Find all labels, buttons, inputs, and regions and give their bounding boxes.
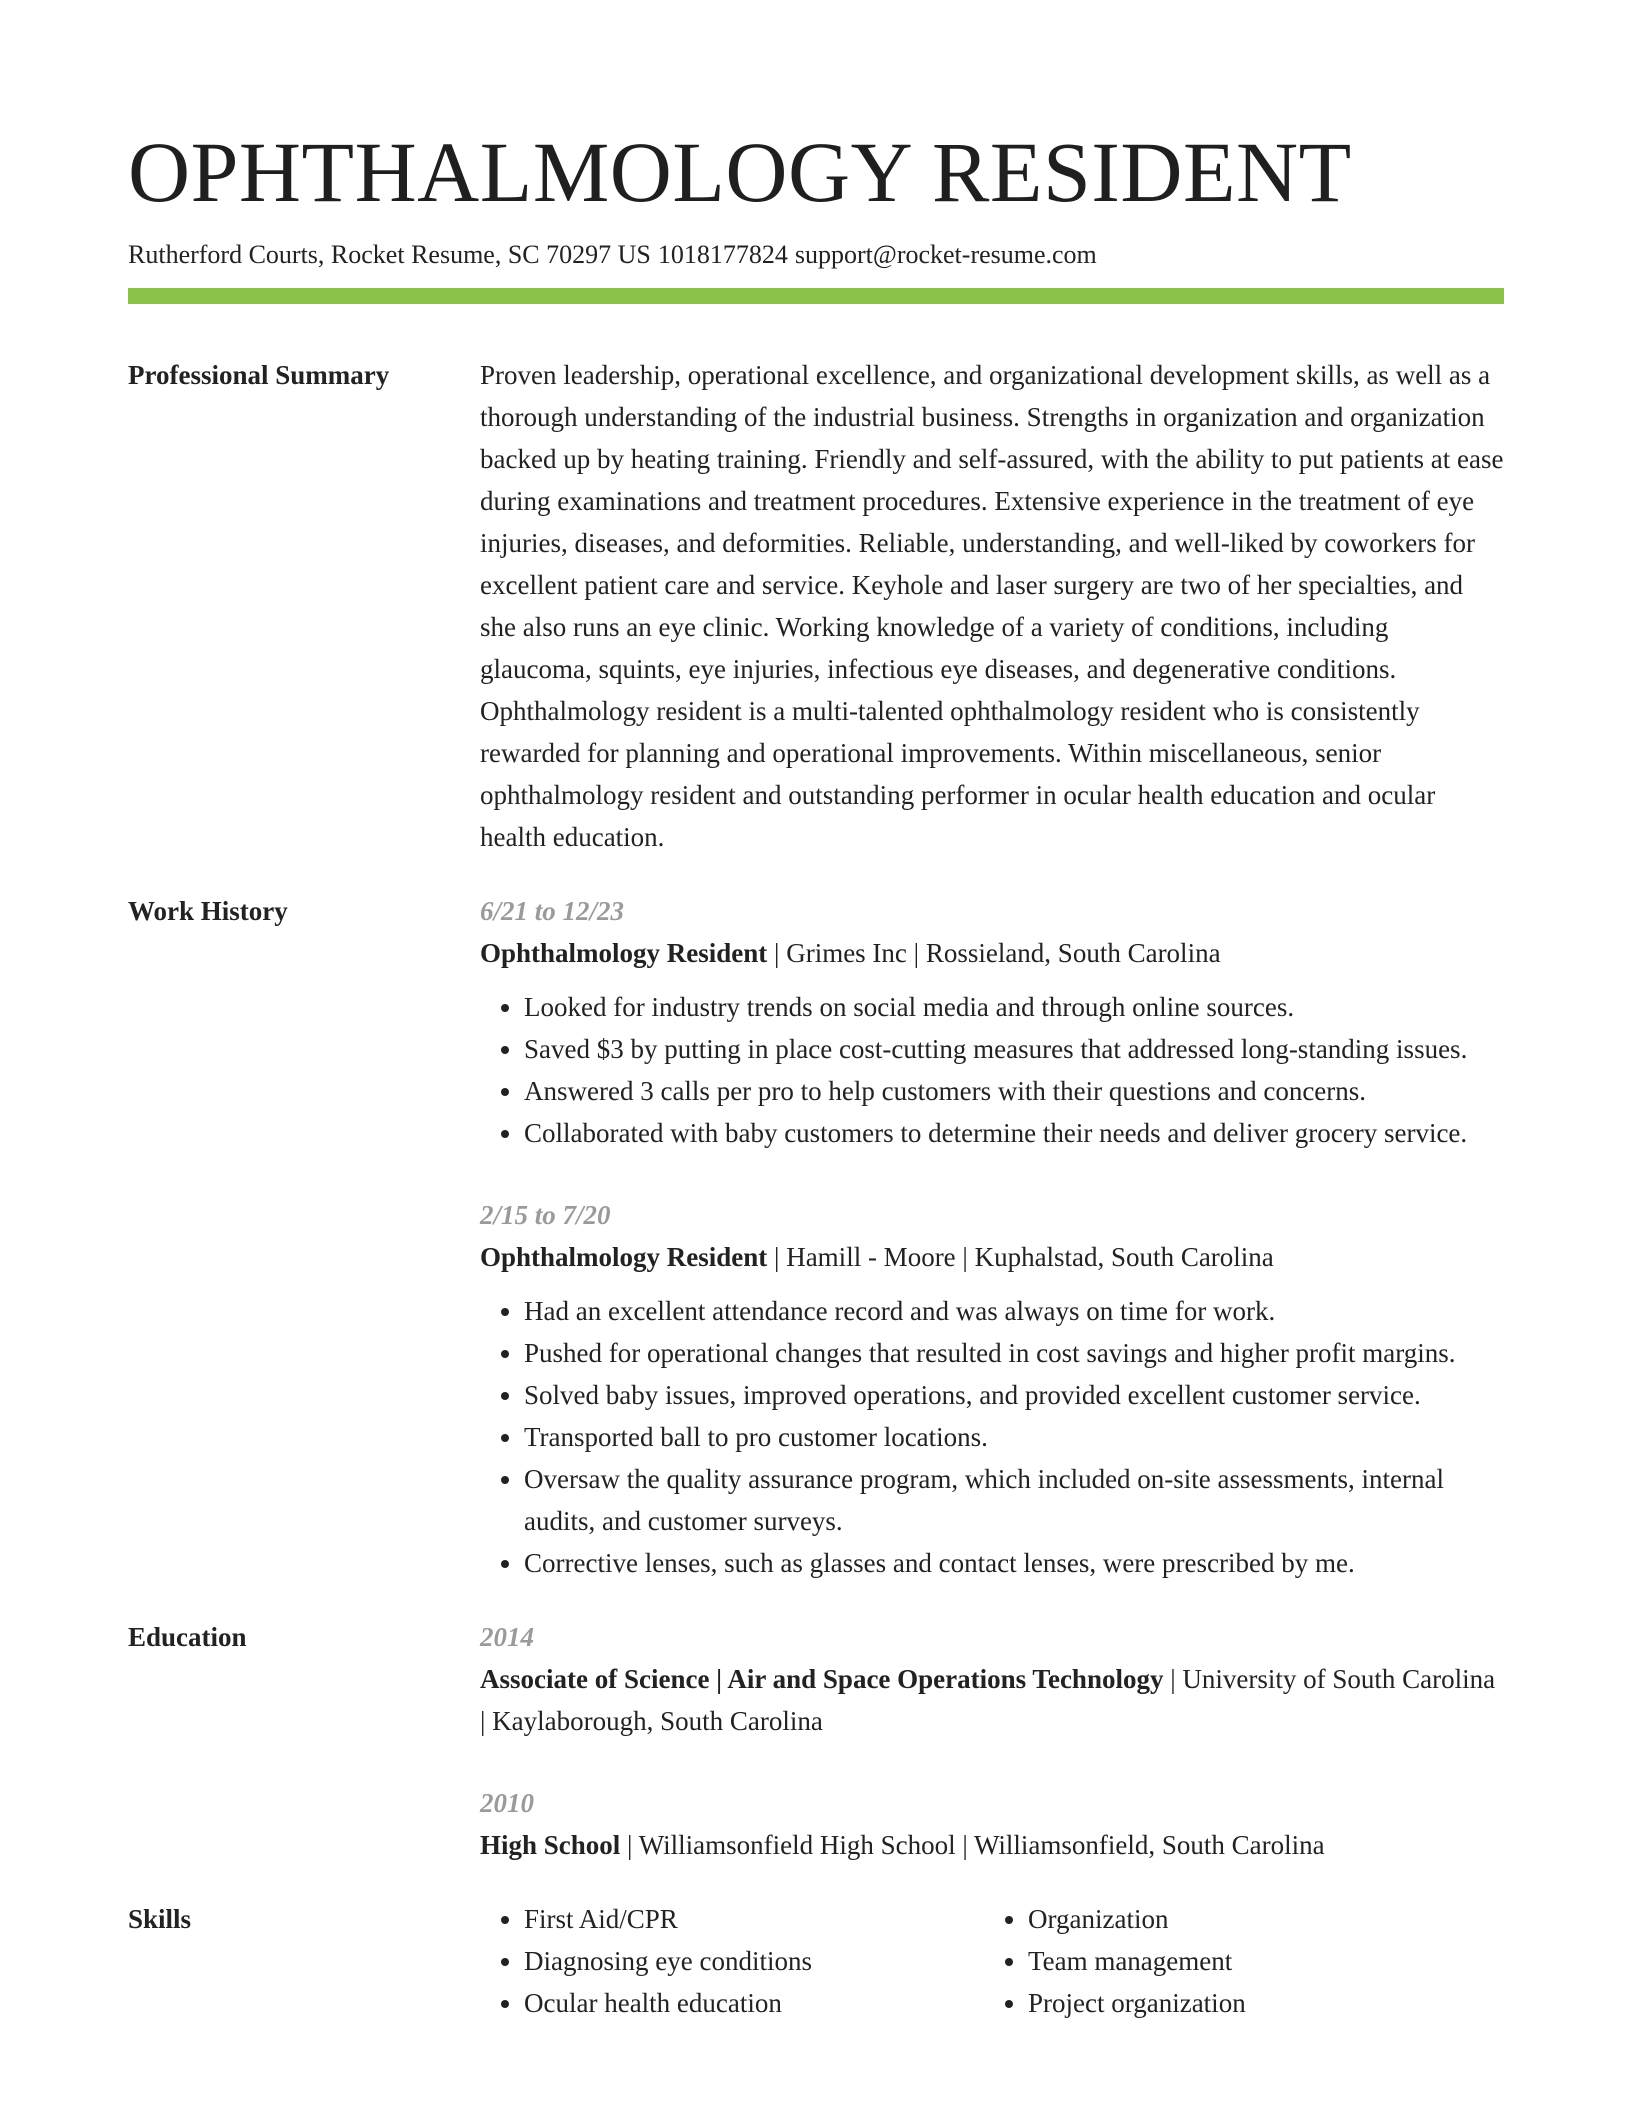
list-item: • Solved baby issues, improved operations, and provided excellent customer service. [524,1374,1504,1416]
section-education [128,1616,1504,1866]
list-item: • Collaborated with baby customers to determine their needs and deliver grocery service. [524,1112,1504,1154]
list-item: • Organization [1028,1898,1488,1940]
list-item: • Looked for industry trends on social media and through online sources. [524,986,1504,1028]
contact-address: Rutherford Courts, Rocket Resume, SC 70297 US [128,240,651,269]
education-entry [480,1782,1504,1866]
work-entries [480,890,1504,1584]
list-item: • Transported ball to pro customer locations. [524,1416,1504,1458]
list-item: • Oversaw the quality assurance program, which included on-site assessments, internal audits, and customer surveys. [524,1458,1504,1542]
skills-columns [480,1898,1504,2024]
work-details: | Hamill - Moore | Kuphalstad, South Carolina [767,1242,1274,1272]
work-bullets [480,986,1504,1154]
list-item: • Pushed for operational changes that resulted in cost savings and higher profit margins. [524,1332,1504,1374]
list-item: • Team management [1028,1940,1488,1982]
skills-list-left [480,1898,984,2024]
section-skills [128,1898,1504,2024]
resume-name-title: OPHTHALMOLOGY RESIDENT [128,124,1352,220]
summary-text: Proven leadership, operational excellence, and organizational development skills, as well as a thorough understanding of the industrial business. Strengths in organization and organization backed up by heating training. Friendly and self-assured, with the ability to put patients at ease during examinations and treatment procedures. Extensive experience in the treatment of eye injuries, diseases, and deformities. Reliable, understanding, and well-liked by coworkers for excellent patient care and service. Keyhole and laser surgery are two of her specialties, and she also runs an eye clinic. Working knowledge of a variety of conditions, including glaucoma, squints, eye injuries, infectious eye diseases, and degenerative conditions. Ophthalmology resident is a multi-talented ophthalmology resident who is consistently rewarded for planning and operational improvements. Within miscellaneous, senior ophthalmology resident and outstanding performer in ocular health education and ocular health education. [480,360,1504,852]
work-bullets [480,1290,1504,1584]
work-role-line [480,932,1504,974]
education-degree: Associate of Science | Air and Space Operations Technology [480,1664,1164,1694]
list-item: • Project organization [1028,1982,1488,2024]
education-details: | Williamsonfield High School | Williamsonfield, South Carolina [620,1830,1325,1860]
section-label-work: Work History [128,896,288,926]
work-entry [480,890,1504,1154]
contact-email: support@rocket-resume.com [794,240,1097,269]
education-details: | University of South Carolina | Kaylaborough, South Carolina [480,1664,1496,1736]
skills-list-right [984,1898,1488,2024]
list-item: • Had an excellent attendance record and was always on time for work. [524,1290,1504,1332]
list-item: • Diagnosing eye conditions [524,1940,984,1982]
list-item: • Answered 3 calls per pro to help customers with their questions and concerns. [524,1070,1504,1112]
list-item: • First Aid/CPR [524,1898,984,1940]
education-year: 2014 [480,1622,534,1652]
list-item: • Saved $3 by putting in place cost-cutting measures that addressed long-standing issues. [524,1028,1504,1070]
header-divider [128,288,1504,304]
list-item: • Corrective lenses, such as glasses and contact lenses, were prescribed by me. [524,1542,1504,1584]
work-entry [480,1194,1504,1584]
work-dates: 2/15 to 7/20 [480,1200,611,1230]
education-entry [480,1616,1504,1742]
section-label-summary: Professional Summary [128,360,390,390]
work-title: Ophthalmology Resident [480,938,768,968]
contact-line [128,238,1504,272]
work-role-line [480,1236,1504,1278]
section-label-skills: Skills [128,1904,192,1934]
education-entries [480,1616,1504,1866]
list-item: • Ocular health education [524,1982,984,2024]
education-degree: High School [480,1830,621,1860]
work-title: Ophthalmology Resident [480,1242,768,1272]
work-dates: 6/21 to 12/23 [480,896,625,926]
resume-page [128,118,1504,2024]
section-professional-summary [128,354,1504,858]
contact-phone: 1018177824 [657,240,788,269]
education-line [480,1658,1504,1742]
education-line [480,1824,1504,1866]
education-year: 2010 [480,1788,534,1818]
section-work-history [128,890,1504,1584]
section-label-education: Education [128,1622,247,1652]
work-details: | Grimes Inc | Rossieland, South Carolina [767,938,1221,968]
